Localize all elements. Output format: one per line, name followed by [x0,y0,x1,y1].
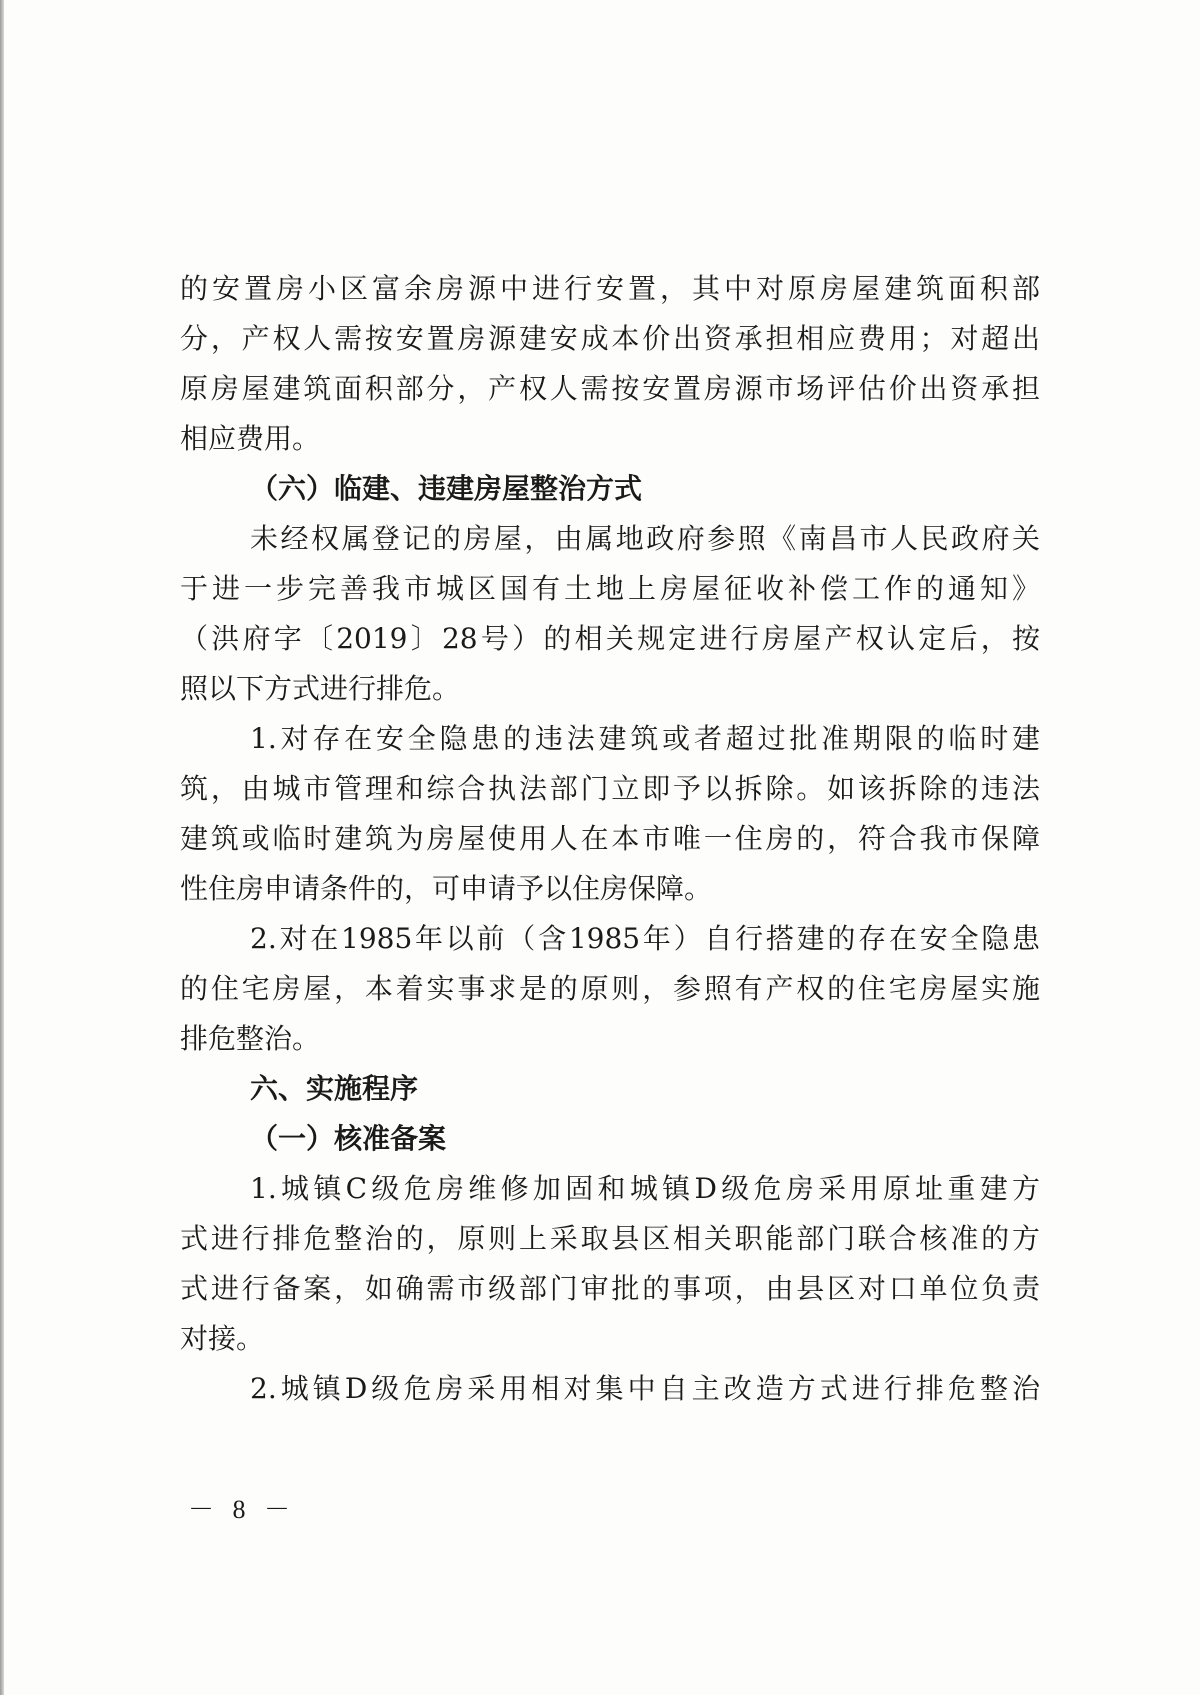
paragraph-line: 于进一步完善我市城区国有土地上房屋征收补偿工作的通知》 [180,572,1040,605]
paragraph-line: 照以下方式进行排危。 [180,672,461,705]
paragraph-line: 排危整治。 [180,1022,321,1055]
paragraph-line: 1.对存在安全隐患的违法建筑或者超过批准期限的临时建 [250,722,1040,755]
paragraph-line: 性住房申请条件的，可申请予以住房保障。 [180,872,713,905]
paragraph-line: 建筑或临时建筑为房屋使用人在本市唯一住房的，符合我市保障 [180,822,1040,855]
paragraph-line: 分，产权人需按安置房源建安成本价出资承担相应费用；对超出 [180,322,1040,355]
paragraph-line: 筑，由城市管理和综合执法部门立即予以拆除。如该拆除的违法 [180,772,1040,805]
paragraph-line: 2.对在1985年以前（含1985年）自行搭建的存在安全隐患 [250,922,1040,955]
paragraph-line: 未经权属登记的房屋，由属地政府参照《南昌市人民政府关 [250,522,1040,555]
section-subheading: （一）核准备案 [250,1122,447,1155]
document-body [180,264,1040,1414]
paragraph-line: （洪府字〔2019〕28号）的相关规定进行房屋产权认定后，按 [180,622,1040,655]
paragraph-line: 式进行备案，如确需市级部门审批的事项，由县区对口单位负责 [180,1272,1040,1305]
section-heading: 六、实施程序 [250,1072,419,1105]
paragraph-line: 式进行排危整治的，原则上采取县区相关职能部门联合核准的方 [180,1222,1040,1255]
paragraph-line: 的住宅房屋，本着实事求是的原则，参照有产权的住宅房屋实施 [180,972,1040,1005]
paragraph-line: 1.城镇C级危房维修加固和城镇D级危房采用原址重建方 [250,1172,1040,1205]
paragraph-line: 相应费用。 [180,422,321,455]
section-subheading: （六）临建、违建房屋整治方式 [250,472,643,505]
paragraph-line: 2.城镇D级危房采用相对集中自主改造方式进行排危整治 [250,1372,1040,1405]
paragraph-line: 原房屋建筑面积部分，产权人需按安置房源市场评估价出资承担 [180,372,1040,405]
page-number: － 8 － [188,1495,297,1524]
paragraph-line: 对接。 [180,1322,265,1355]
scan-edge-shadow [0,0,4,1695]
paragraph-line: 的安置房小区富余房源中进行安置，其中对原房屋建筑面积部 [180,272,1040,305]
